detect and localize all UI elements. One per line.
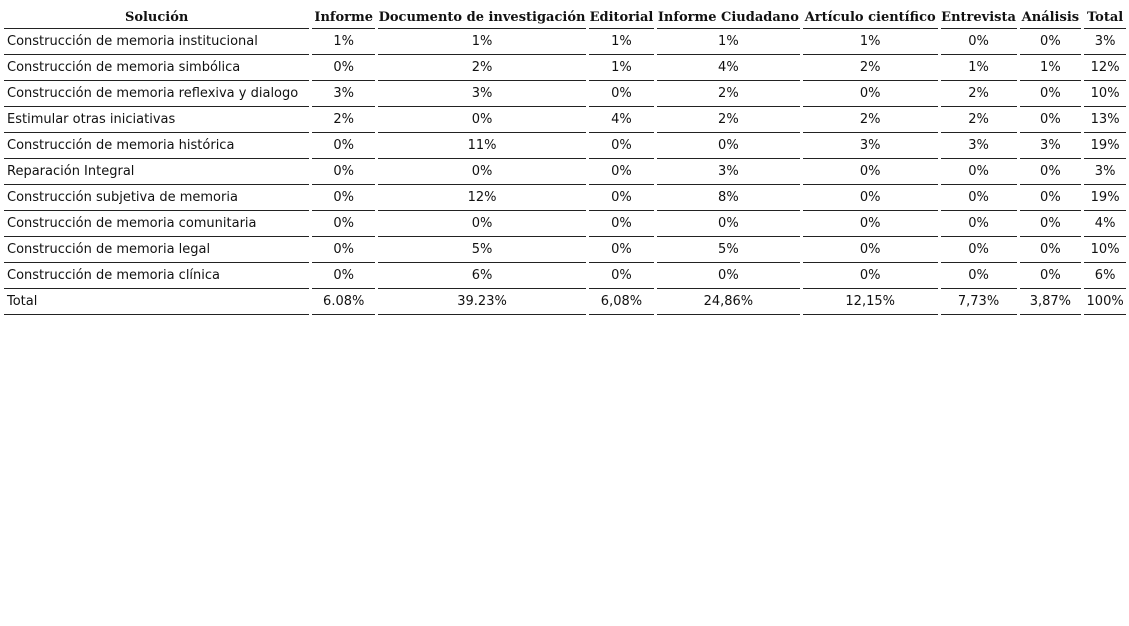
table-cell: 3% [312,81,375,107]
table-cell: 7,73% [941,289,1017,315]
table-cell: 10% [1084,81,1126,107]
table-cell: 13% [1084,107,1126,133]
table-cell: 4% [657,55,800,81]
table-cell: 1% [657,29,800,55]
table-cell: 4% [589,107,654,133]
table-cell: 0% [657,133,800,159]
header-editorial: Editorial [589,6,654,29]
table-cell: 0% [312,211,375,237]
table-row [4,107,1126,133]
table-cell: 0% [312,185,375,211]
table-cell: 1% [378,29,586,55]
table-cell: 2% [803,107,938,133]
table-cell: 0% [589,159,654,185]
table-cell: 0% [1020,211,1082,237]
table-cell: 0% [589,237,654,263]
table-cell: 12,15% [803,289,938,315]
table-cell: 0% [803,237,938,263]
table-cell: 0% [941,211,1017,237]
table-cell: 5% [657,237,800,263]
data-table-container [4,6,1129,315]
table-cell: 0% [1020,237,1082,263]
row-label: Construcción de memoria histórica [4,133,309,159]
table-cell: 0% [657,263,800,289]
table-row [4,159,1126,185]
table-body [4,29,1126,315]
header-articulo-cientifico: Artículo científico [803,6,938,29]
table-cell: 1% [589,29,654,55]
table-cell: 0% [589,263,654,289]
table-cell: 3% [1020,133,1082,159]
table-cell: 0% [589,185,654,211]
table-cell: 6.08% [312,289,375,315]
table-cell: 2% [312,107,375,133]
table-cell: 0% [657,211,800,237]
table-cell: 24,86% [657,289,800,315]
table-cell: 1% [1020,55,1082,81]
table-cell: 19% [1084,185,1126,211]
table-cell: 100% [1084,289,1126,315]
table-cell: 3% [1084,29,1126,55]
table-cell: 0% [941,185,1017,211]
table-cell: 12% [378,185,586,211]
table-cell: 2% [941,81,1017,107]
table-cell: 0% [941,29,1017,55]
table-cell: 0% [803,81,938,107]
table-cell: 0% [803,185,938,211]
table-cell: 0% [312,133,375,159]
table-cell: 3% [803,133,938,159]
table-cell: 2% [657,107,800,133]
table-cell: 19% [1084,133,1126,159]
table-cell: 6% [378,263,586,289]
table-cell: 6,08% [589,289,654,315]
row-label: Construcción de memoria comunitaria [4,211,309,237]
table-cell: 0% [378,159,586,185]
table-cell: 1% [589,55,654,81]
row-label: Construcción de memoria clínica [4,263,309,289]
table-cell: 0% [1020,263,1082,289]
table-cell: 3% [1084,159,1126,185]
table-cell: 10% [1084,237,1126,263]
table-cell: 12% [1084,55,1126,81]
table-cell: 0% [378,107,586,133]
table-row [4,29,1126,55]
table-cell: 2% [378,55,586,81]
table-cell: 8% [657,185,800,211]
table-cell: 0% [1020,81,1082,107]
header-row [4,6,1126,29]
table-cell: 0% [1020,159,1082,185]
table-cell: 2% [803,55,938,81]
table-cell: 39.23% [378,289,586,315]
table-row [4,133,1126,159]
table-cell: 2% [657,81,800,107]
row-label: Construcción de memoria institucional [4,29,309,55]
header-documento-investigacion: Documento de investigación [378,6,586,29]
table-cell: 0% [803,263,938,289]
table-cell: 1% [803,29,938,55]
table-row [4,81,1126,107]
table-cell: 3% [941,133,1017,159]
table-cell: 0% [312,55,375,81]
solutions-table [1,6,1129,315]
row-label: Estimular otras iniciativas [4,107,309,133]
table-cell: 0% [941,159,1017,185]
table-cell: 11% [378,133,586,159]
table-cell: 0% [1020,107,1082,133]
table-cell: 0% [941,263,1017,289]
table-cell: 0% [1020,29,1082,55]
table-cell: 5% [378,237,586,263]
table-row [4,237,1126,263]
table-cell: 0% [589,81,654,107]
table-cell: 3,87% [1020,289,1082,315]
row-label: Reparación Integral [4,159,309,185]
header-entrevista: Entrevista [941,6,1017,29]
header-total: Total [1084,6,1126,29]
header-informe: Informe [312,6,375,29]
table-cell: 3% [657,159,800,185]
table-cell: 0% [312,237,375,263]
table-cell: 0% [312,159,375,185]
header-solucion: Solución [4,6,309,29]
table-cell: 4% [1084,211,1126,237]
table-cell: 0% [312,263,375,289]
table-row [4,185,1126,211]
table-row [4,263,1126,289]
table-cell: 0% [803,159,938,185]
table-cell: 0% [589,211,654,237]
header-analisis: Análisis [1020,6,1082,29]
row-label: Construcción subjetiva de memoria [4,185,309,211]
table-row [4,55,1126,81]
table-header [4,6,1126,29]
header-informe-ciudadano: Informe Ciudadano [657,6,800,29]
total-row [4,289,1126,315]
table-cell: 6% [1084,263,1126,289]
row-label: Construcción de memoria legal [4,237,309,263]
table-cell: 0% [378,211,586,237]
table-cell: 1% [941,55,1017,81]
row-label: Construcción de memoria simbólica [4,55,309,81]
table-cell: 2% [941,107,1017,133]
table-cell: 1% [312,29,375,55]
row-label: Construcción de memoria reflexiva y dialogo [4,81,309,107]
table-cell: 0% [589,133,654,159]
table-cell: 3% [378,81,586,107]
table-cell: 0% [1020,185,1082,211]
table-row [4,211,1126,237]
row-label: Total [4,289,309,315]
table-cell: 0% [803,211,938,237]
table-cell: 0% [941,237,1017,263]
